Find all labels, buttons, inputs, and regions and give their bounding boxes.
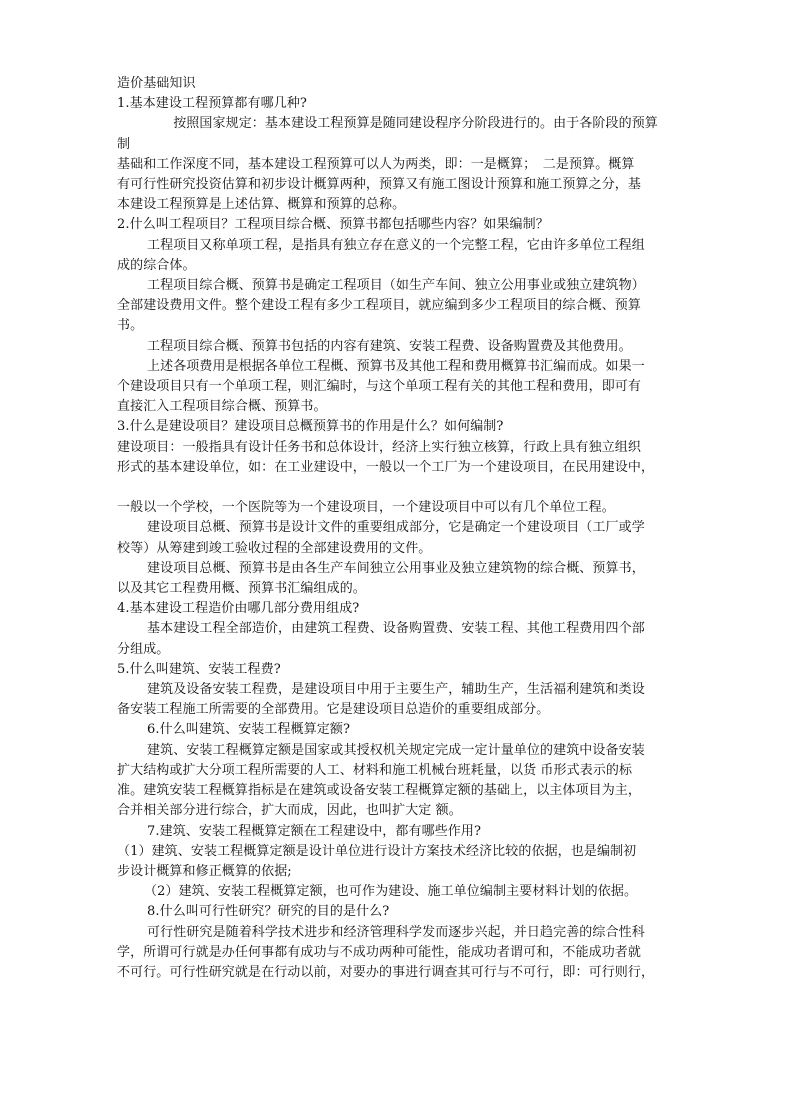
text-line: 建设项目总概、预算书是由各生产车间独立公用事业及独立建筑物的综合概、预算书， <box>147 560 645 576</box>
text-line: 书。 <box>117 318 144 334</box>
text-line: 个建设项目只有一个单项工程，则汇编时，与这个单项工程有关的其他工程和费用，即可有 <box>117 379 642 395</box>
text-line: 备安装工程施工所需要的全部费用。它是建设项目总造价的重要组成部分。 <box>117 702 550 718</box>
text-line: 1.基本建设工程预算都有哪几种? <box>117 96 307 112</box>
text-line: 可行性研究是随着科学技术进步和经济管理科学发而逐步兴起，并日趋完善的综合性科 <box>147 924 645 940</box>
text-line: 有可行性研究投资估算和初步设计概算两种，预算又有施工图设计预算和施工预算之分，基 <box>117 177 642 193</box>
text-line: 校等）从筹建到竣工验收过程的全部建设费用的文件。 <box>117 540 432 556</box>
text-line: 工程项目又称单项工程，是指具有独立存在意义的一个完整工程，它由许多单位工程组 <box>147 237 645 253</box>
text-line: （2）建筑、安装工程概算定额，也可作为建设、施工单位编制主要材料计划的依据。 <box>144 884 638 900</box>
text-line: 按照国家规定：基本建设工程预算是随同建设程序分阶段进行的。由于各阶段的预算 <box>147 116 658 132</box>
text-line: 2.什么叫工程项目？工程项目综合概、预算书都包括哪些内容？如果编制？ <box>117 217 549 233</box>
text-line: 分组成。 <box>117 641 170 657</box>
text-line: 合并相关部分进行综合，扩大而成，因此，也叫扩大定 额。 <box>117 803 462 819</box>
text-line: 本建设工程预算是上述估算、概算和预算的总称。 <box>117 197 406 213</box>
text-line: 7.建筑、安装工程概算定额在工程建设中，都有哪些作用? <box>147 823 482 839</box>
text-line: 形式的基本建设单位，如：在工业建设中，一般以一个工厂为一个建设项目，在民用建设中， <box>117 459 655 475</box>
text-line: （1）建筑、安装工程概算定额是设计单位进行设计方案技术经济比较的依据，也是编制初 <box>117 843 637 859</box>
text-line: 3.什么是建设项目？建设项目总概预算书的作用是什么？如何编制? <box>117 419 504 435</box>
text-line: 基础和工作深度不同，基本建设工程预算可以人为两类，即：一是概算； 二是预算。概算 <box>117 156 635 172</box>
text-line: 直接汇入工程项目综合概、预算书。 <box>117 399 327 415</box>
text-line: 工程项目综合概、预算书是确定工程项目（如生产车间、独立公用事业或独立建筑物） <box>147 278 645 294</box>
text-line: 建设项目总概、预算书是设计文件的重要组成部分，它是确定一个建设项目（工厂或学 <box>147 520 645 536</box>
text-line: 8.什么叫可行性研究？研究的目的是什么? <box>147 904 390 920</box>
text-line: 一般以一个学校，一个医院等为一个建设项目，一个建设项目中可以有几个单位工程。 <box>117 500 615 516</box>
text-line: 建筑及设备安装工程费，是建设项目中用于主要生产，辅助生产，生活福利建筑和类设 <box>147 682 645 698</box>
text-line: 建设项目：一般指具有设计任务书和总体设计，经济上实行独立核算，行政上具有独立组织 <box>117 439 642 455</box>
text-line: 6.什么叫建筑、安装工程概算定额? <box>147 722 351 738</box>
text-line: 成的综合体。 <box>117 257 196 273</box>
blank-line <box>117 478 687 498</box>
text-line: 步设计概算和修正概算的依据; <box>117 863 292 879</box>
text-line: 上述各项费用是根据各单位工程概、预算书及其他工程和费用概算书汇编而成。如果一 <box>147 358 645 374</box>
text-line: 4.基本建设工程造价由哪几部分费用组成? <box>117 601 360 617</box>
text-line: 准。建筑安装工程概算指标是在建筑或设备安装工程概算定额的基础上，以主体项目为主， <box>117 783 642 799</box>
text-line: 学，所谓可行就是办任何事都有成功与不成功两种可能性，能成功者谓可和，不能成功者就 <box>117 944 642 960</box>
text-line: 扩大结构或扩大分项工程所需要的人工、材料和施工机械台班耗量，以货 币形式表示的标 <box>117 762 633 778</box>
text-line: 以及其它工程费用概、预算书汇编组成的。 <box>117 581 366 597</box>
text-line: 5.什么叫建筑、安装工程费? <box>117 661 281 677</box>
text-line: 基本建设工程全部造价，由建筑工程费、设备购置费、安装工程、其他工程费用四个部 <box>147 621 645 637</box>
text-line: 工程项目综合概、预算书包括的内容有建筑、安装工程费、设备购置费及其他费用。 <box>147 338 632 354</box>
text-line: 全部建设费用文件。整个建设工程有多少工程项目，就应编到多少工程项目的综合概、预算 <box>117 298 642 314</box>
text-line: 制 <box>117 136 131 152</box>
text-line: 不可行。可行性研究就是在行动以前，对要办的事进行调查其可行与不可行，即：可行则行， <box>117 964 655 980</box>
text-line: 建筑、安装工程概算定额是国家或其授权机关规定完成一定计量单位的建筑中设备安装 <box>147 742 645 758</box>
document-body <box>117 74 687 983</box>
document-title: 造价基础知识 <box>117 76 196 91</box>
